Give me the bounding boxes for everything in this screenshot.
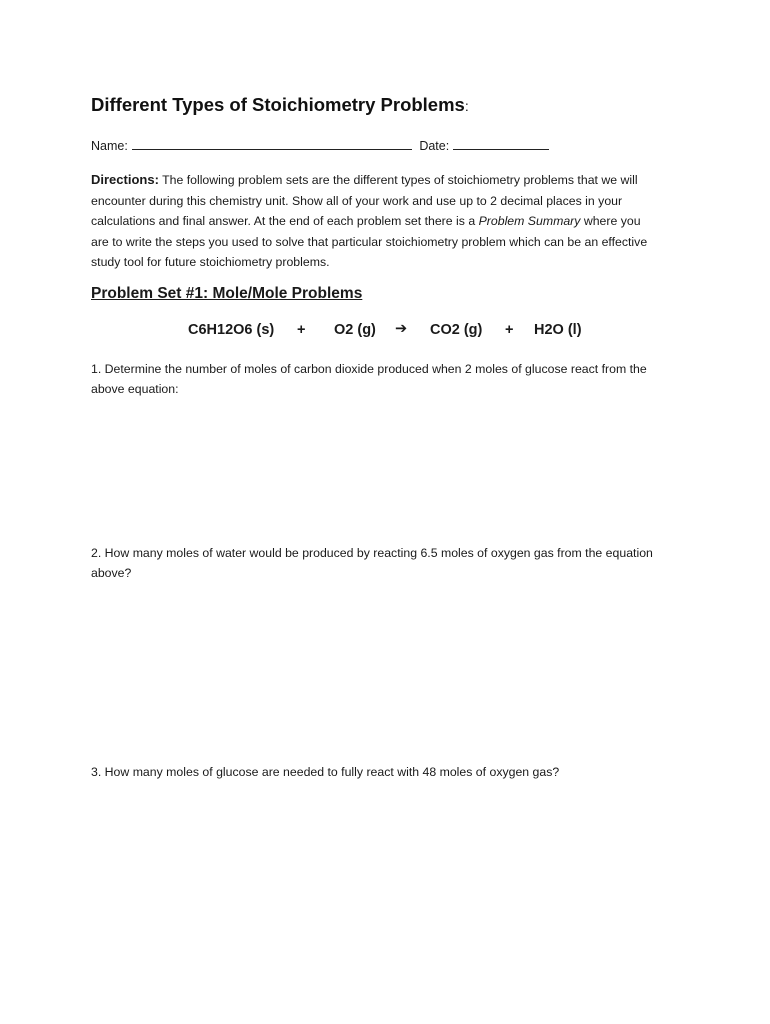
directions-lead: Directions: [91, 172, 159, 187]
equation-reactant-oxygen: O2 (g) [334, 322, 376, 338]
question-2-line-2: above? [91, 566, 132, 580]
question-1-line-2: above equation: [91, 382, 179, 396]
question-1 [91, 359, 691, 399]
question-3 [91, 762, 691, 782]
title-text: Different Types of Stoichiometry Problems [91, 94, 465, 115]
problem-summary-emphasis: Problem Summary [478, 214, 581, 228]
name-date-line [91, 137, 549, 153]
question-1-line-1: 1. Determine the number of moles of carbon dioxide produced when 2 moles of glucose react from the [91, 362, 647, 376]
directions-text-3b: where you [580, 214, 641, 228]
question-3-line-1: 3. How many moles of glucose are needed to fully react with 48 moles of oxygen gas? [91, 765, 560, 779]
directions-paragraph [91, 170, 691, 273]
name-blank[interactable] [132, 137, 412, 150]
directions-line-5: study tool for future stoichiometry problems. [91, 255, 330, 269]
directions-line-3 [91, 211, 691, 232]
name-label: Name: [91, 139, 128, 153]
directions-line-2: encounter during this chemistry unit. Show all of your work and use up to 2 decimal places in your [91, 193, 623, 208]
title-colon: : [464, 98, 469, 114]
equation-plus-1: + [297, 322, 306, 338]
equation-product-co2: CO2 (g) [430, 322, 483, 338]
question-2 [91, 543, 691, 583]
date-label: Date: [419, 139, 450, 153]
problem-set-heading: Problem Set #1: Mole/Mole Problems [91, 285, 363, 302]
equation-arrow-icon: ➔ [395, 321, 408, 337]
date-blank[interactable] [453, 137, 549, 150]
directions-text-1: The following problem sets are the different types of stoichiometry problems that we will [158, 173, 638, 187]
equation-plus-2: + [505, 322, 514, 338]
equation-reactant-glucose: C6H12O6 (s) [188, 322, 275, 338]
page-title [91, 94, 469, 116]
directions-line-4: are to write the steps you used to solve that particular stoichiometry problem which can be an effective [91, 234, 648, 249]
equation-product-water: H2O (l) [534, 322, 582, 338]
question-2-line-1: 2. How many moles of water would be produced by reacting 6.5 moles of oxygen gas from the equation [91, 546, 653, 560]
directions-text-3a: calculations and final answer. At the end of each problem set there is a [91, 214, 479, 228]
directions-line-1 [91, 170, 691, 191]
